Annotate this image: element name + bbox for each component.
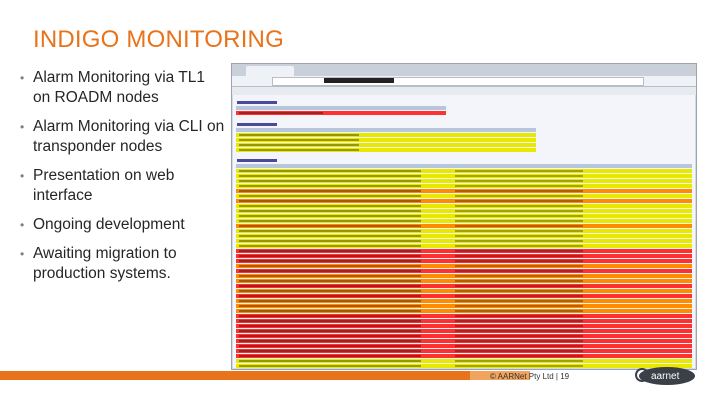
row-text	[239, 149, 359, 151]
row-text	[239, 240, 421, 242]
row-text	[455, 180, 583, 182]
table-row	[236, 344, 692, 348]
row-text	[239, 144, 359, 146]
row-text	[239, 320, 421, 322]
hardware-alarm-table	[236, 133, 536, 153]
table-row	[236, 249, 692, 253]
row-text	[455, 330, 583, 332]
footer-copyright: © AARNet Pty Ltd | 19	[490, 372, 570, 381]
table-row	[236, 254, 692, 258]
row-text	[455, 365, 583, 367]
table-row	[236, 289, 692, 293]
table-row	[236, 284, 692, 288]
table-row	[236, 138, 536, 142]
row-text	[239, 340, 421, 342]
row-text	[239, 255, 421, 257]
row-text	[455, 185, 583, 187]
bullet-item	[20, 166, 225, 206]
row-text	[239, 305, 421, 307]
table-row	[236, 189, 692, 193]
row-text	[455, 190, 583, 192]
redacted-url	[324, 78, 394, 83]
row-text	[239, 225, 421, 227]
row-text	[455, 270, 583, 272]
top-alarm-table	[236, 111, 446, 116]
bullet-item	[20, 215, 225, 235]
table-row	[236, 204, 692, 208]
table-row	[236, 349, 692, 353]
table-row	[236, 148, 536, 152]
row-text	[239, 180, 421, 182]
table-row	[236, 324, 692, 328]
table-row	[236, 194, 692, 198]
row-text	[455, 230, 583, 232]
bullet-dot-icon: •	[20, 169, 25, 183]
row-text	[239, 175, 421, 177]
row-text	[239, 270, 421, 272]
row-text	[239, 185, 421, 187]
row-text	[239, 335, 421, 337]
row-text	[239, 139, 359, 141]
row-text	[239, 345, 421, 347]
row-text	[239, 245, 421, 247]
row-text	[455, 360, 583, 362]
row-text	[455, 200, 583, 202]
row-text	[455, 295, 583, 297]
row-text	[455, 215, 583, 217]
table-row	[236, 244, 692, 248]
row-text	[239, 134, 359, 136]
row-text	[239, 295, 421, 297]
row-text	[239, 195, 421, 197]
row-text	[239, 330, 421, 332]
table-row	[236, 179, 692, 183]
row-text	[239, 250, 421, 252]
row-text	[455, 240, 583, 242]
row-text	[455, 255, 583, 257]
row-text	[239, 325, 421, 327]
table-row	[236, 143, 536, 147]
row-text	[239, 355, 421, 357]
table-row	[236, 309, 692, 313]
monitoring-page	[233, 95, 695, 368]
row-text	[239, 360, 421, 362]
bullet-item	[20, 117, 225, 157]
row-text	[239, 285, 421, 287]
section-label-hardware	[237, 123, 277, 126]
table-row	[236, 269, 692, 273]
section-label-all-alarms	[237, 159, 277, 162]
table-row	[236, 314, 692, 318]
row-text	[239, 300, 421, 302]
table-row	[236, 299, 692, 303]
row-text	[455, 195, 583, 197]
bullet-text: Alarm Monitoring via TL1 on ROADM nodes	[33, 69, 206, 106]
row-text	[239, 290, 421, 292]
bullet-item	[20, 244, 225, 284]
row-text	[239, 315, 421, 317]
row-text	[239, 205, 421, 207]
table-row	[236, 184, 692, 188]
top-table-header	[236, 106, 446, 110]
row-text	[455, 205, 583, 207]
table-row	[236, 259, 692, 263]
footer-accent-bar	[0, 371, 705, 380]
row-text	[455, 285, 583, 287]
table-row	[236, 359, 692, 363]
table-row	[236, 214, 692, 218]
row-text	[239, 350, 421, 352]
row-text	[239, 365, 421, 367]
bullet-text: Ongoing development	[33, 216, 185, 233]
row-text	[239, 210, 421, 212]
table-row	[236, 304, 692, 308]
row-text	[239, 235, 421, 237]
table-row	[236, 133, 536, 137]
row-text	[455, 290, 583, 292]
table-row	[236, 339, 692, 343]
row-text	[239, 275, 421, 277]
browser-url-bar	[232, 76, 696, 87]
row-text	[455, 170, 583, 172]
footer-bar-primary	[0, 371, 470, 380]
row-text	[455, 325, 583, 327]
aarnet-logo	[634, 364, 696, 386]
row-text	[239, 200, 421, 202]
table-row	[236, 169, 692, 173]
bullet-dot-icon: •	[20, 218, 25, 232]
row-text	[455, 265, 583, 267]
table-row	[236, 294, 692, 298]
row-text	[239, 112, 323, 114]
row-text	[455, 355, 583, 357]
row-text	[455, 175, 583, 177]
table-row	[236, 239, 692, 243]
main-table-header	[236, 164, 692, 168]
bullet-dot-icon: •	[20, 71, 25, 85]
bullet-item	[20, 68, 225, 108]
row-text	[239, 170, 421, 172]
table-row	[236, 174, 692, 178]
row-text	[455, 315, 583, 317]
table-row	[236, 319, 692, 323]
bullet-dot-icon: •	[20, 120, 25, 134]
table-row	[236, 234, 692, 238]
row-text	[239, 230, 421, 232]
row-text	[455, 275, 583, 277]
row-text	[239, 190, 421, 192]
row-text	[455, 340, 583, 342]
row-text	[455, 350, 583, 352]
table-row	[236, 229, 692, 233]
row-text	[455, 300, 583, 302]
mid-table-header	[236, 128, 536, 132]
row-text	[455, 305, 583, 307]
row-text	[455, 260, 583, 262]
slide-title: INDIGO MONITORING	[33, 26, 284, 53]
table-row	[236, 264, 692, 268]
table-row	[236, 279, 692, 283]
table-row	[236, 199, 692, 203]
bullet-list	[20, 68, 225, 293]
row-text	[239, 265, 421, 267]
table-row	[236, 364, 692, 368]
browser-tab	[246, 66, 294, 76]
section-label-alarms	[237, 101, 277, 104]
bullet-text: Presentation on web interface	[33, 167, 175, 204]
browser-titlebar	[232, 64, 696, 76]
row-text	[455, 345, 583, 347]
table-row	[236, 354, 692, 358]
table-row	[236, 219, 692, 223]
web-interface-screenshot	[231, 63, 697, 370]
row-text	[455, 280, 583, 282]
table-row	[236, 224, 692, 228]
row-text	[239, 220, 421, 222]
bullet-text: Alarm Monitoring via CLI on transponder nodes	[33, 118, 225, 155]
bullet-dot-icon: •	[20, 247, 25, 261]
bookmarks-bar	[232, 87, 696, 95]
row-text	[455, 250, 583, 252]
row-text	[455, 210, 583, 212]
table-row	[236, 209, 692, 213]
table-row	[236, 274, 692, 278]
row-text	[455, 235, 583, 237]
row-text	[239, 260, 421, 262]
row-text	[455, 320, 583, 322]
row-text	[239, 280, 421, 282]
row-text	[455, 225, 583, 227]
row-text	[455, 310, 583, 312]
table-row	[236, 334, 692, 338]
row-text	[455, 245, 583, 247]
main-alarm-table	[236, 169, 692, 369]
logo-text: aarnet	[651, 371, 680, 382]
row-text	[455, 335, 583, 337]
table-row	[236, 111, 446, 115]
row-text	[455, 220, 583, 222]
row-text	[239, 310, 421, 312]
table-row	[236, 329, 692, 333]
row-text	[239, 215, 421, 217]
bullet-text: Awaiting migration to production systems.	[33, 245, 177, 282]
